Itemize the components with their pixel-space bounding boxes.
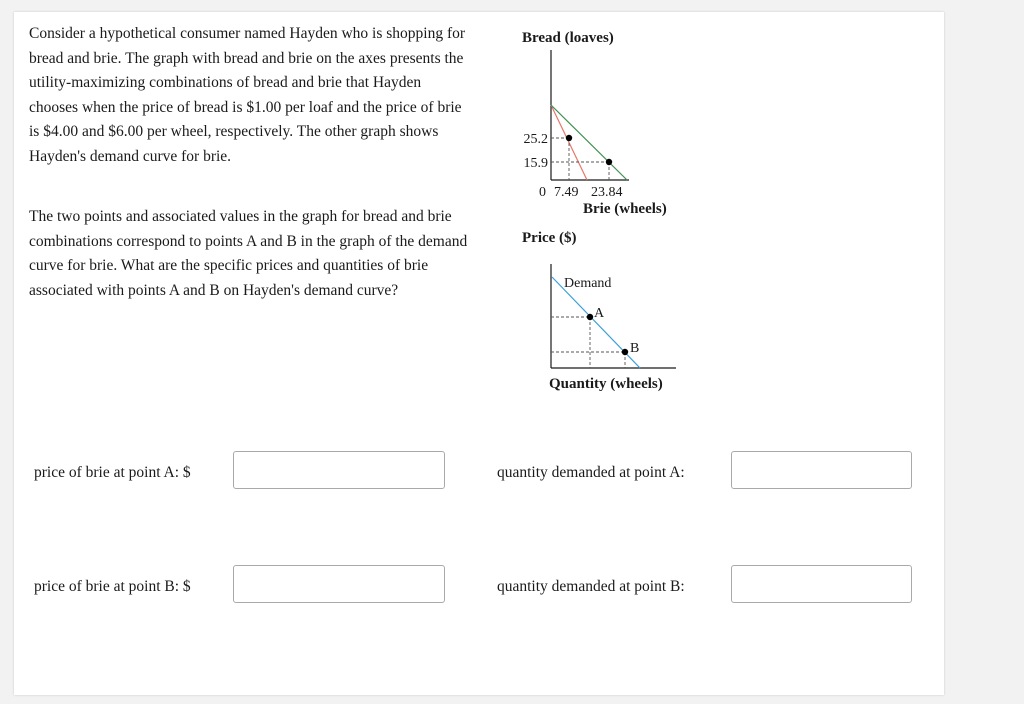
demand-point-b-label: B [630, 341, 640, 356]
quantity-a-input[interactable] [731, 451, 912, 489]
price-b-input[interactable] [233, 565, 445, 603]
demand-point-a [587, 314, 593, 320]
question-card [14, 12, 944, 695]
budget-x-tick-7-49: 7.49 [554, 185, 579, 200]
demand-point-a-label: A [594, 306, 605, 321]
budget-y-tick-25-2: 25.2 [523, 132, 548, 147]
budget-x-tick-23-84: 23.84 [591, 185, 623, 200]
budget-point-2 [606, 159, 612, 165]
budget-x-tick-0: 0 [539, 185, 546, 200]
demand-curve-label: Demand [564, 276, 612, 291]
budget-point-1 [566, 135, 572, 141]
price-a-label: price of brie at point A: $ [34, 464, 191, 481]
question-paragraph-2: The two points and associated values in the graph for bread and brie combinations correspond to points A and B in the graph of the demand curve for brie. What are the specific prices and quantities of brie associated with points A and B on Hayden's demand curve? [29, 208, 468, 299]
quantity-b-input[interactable] [731, 565, 912, 603]
budget-y-axis-title: Bread (loaves) [522, 30, 614, 46]
demand-x-axis-title: Quantity (wheels) [549, 376, 663, 392]
budget-y-tick-15-9: 15.9 [523, 156, 548, 171]
question-paragraph-1: Consider a hypothetical consumer named Hayden who is shopping for bread and brie. The graph with bread and brie on the axes presents the utility-maximizing combinations of bread and brie that Hayden chooses when the price of bread is $1.00 per loaf and the price of brie is $4.00 and $6.00 per wheel, respectively. The other graph shows Hayden's demand curve for brie. [29, 25, 466, 165]
price-a-input[interactable] [233, 451, 445, 489]
graphs-svg [504, 20, 704, 400]
demand-y-axis-title: Price ($) [522, 230, 577, 246]
quantity-a-label: quantity demanded at point A: [497, 464, 685, 481]
demand-point-b [622, 349, 628, 355]
price-b-label: price of brie at point B: $ [34, 578, 191, 595]
budget-line-green [551, 105, 627, 180]
budget-x-axis-title: Brie (wheels) [583, 201, 667, 217]
quantity-b-label: quantity demanded at point B: [497, 578, 685, 595]
